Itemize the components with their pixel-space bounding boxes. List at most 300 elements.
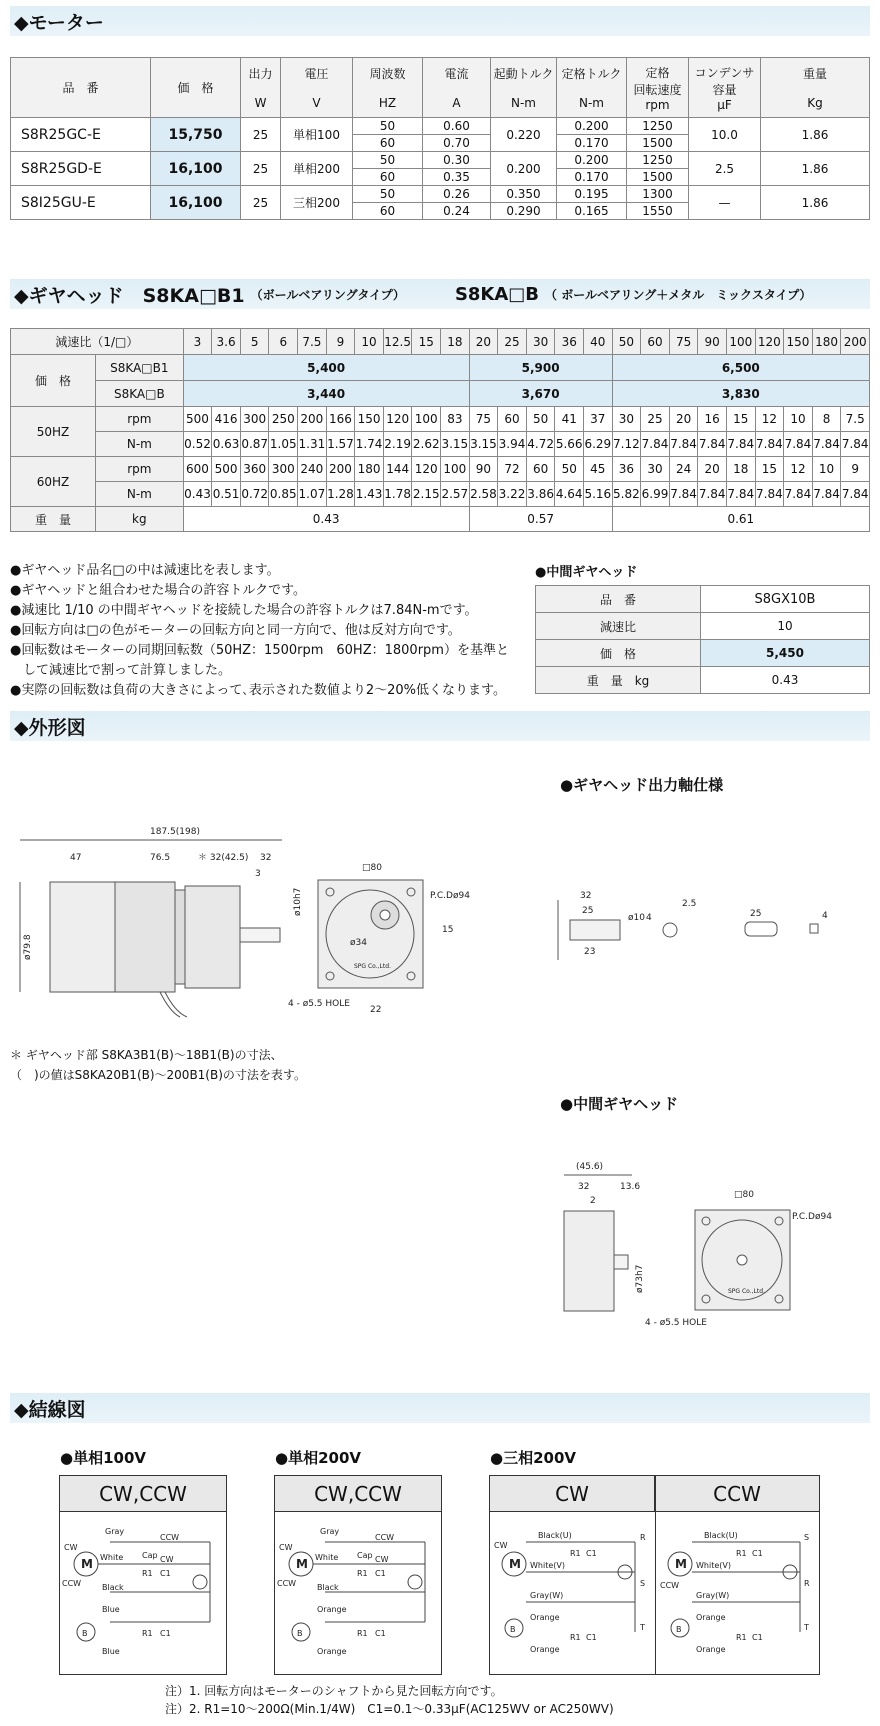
gear-front-square (318, 880, 423, 988)
gear-cell: 40 (584, 329, 613, 355)
wiring-notes (165, 1682, 614, 1718)
wire-orange: Orange (530, 1613, 560, 1622)
lead-wire (165, 992, 187, 1017)
cw-label: CW (160, 1555, 174, 1564)
gear-cell: 7.5 (841, 407, 870, 432)
gear-cell: 3.6 (212, 329, 241, 355)
terminal-r: R (804, 1579, 810, 1588)
dim-hole: 4 - ø5.5 HOLE (288, 999, 350, 1009)
motor-speed: 1550 (627, 203, 689, 220)
brand-mark: SPG Co.,Ltd. (728, 1288, 765, 1295)
gearhead-notes (10, 561, 509, 701)
motor-voltage: 三相200 (281, 186, 353, 220)
gear-cell: 3.86 (526, 482, 555, 507)
ratio-row (11, 329, 870, 355)
motor-freq: 60 (353, 203, 423, 220)
gear-cell: 6.29 (584, 432, 613, 457)
dim-s10: ø10 (628, 913, 645, 923)
wire-white: White (100, 1553, 124, 1562)
gear-cell: 7.84 (784, 482, 813, 507)
motor-current: 0.26 (423, 186, 491, 203)
gear-cell: 30 (641, 457, 670, 482)
brand-mark: SPG Co.,Ltd. (354, 963, 391, 970)
gear-cell: 4.72 (526, 432, 555, 457)
r1-label: R1 (570, 1549, 581, 1558)
motor-rated-torque: 0.195 (557, 186, 627, 203)
gear-cell: 30 (612, 407, 641, 432)
motor-price: 16,100 (151, 152, 241, 186)
motor-label: M (675, 1557, 687, 1571)
nm-label: N-m (96, 432, 184, 457)
gear-cell: 1.07 (298, 482, 327, 507)
gear-cell: 3.15 (441, 432, 470, 457)
header-part: 品 番 (11, 58, 151, 118)
wire-orange: Orange (530, 1645, 560, 1654)
gear-cell: 10 (812, 457, 841, 482)
ccw-label: CCW (660, 1581, 680, 1590)
motor-freq: 60 (353, 135, 423, 152)
mid-part: S8GX10B (701, 586, 870, 613)
ccw-label: CCW (160, 1533, 180, 1542)
gear-cell: 50 (526, 407, 555, 432)
gear-cell: 500 (183, 407, 212, 432)
cw-label: CW (279, 1543, 293, 1552)
wiring-200v-title: ●単相200V (275, 1449, 362, 1467)
mid-gear-table (535, 585, 870, 694)
dim-76-5: 76.5 (150, 853, 171, 863)
motor-weight: 1.86 (761, 186, 870, 220)
terminal-s: S (804, 1533, 810, 1542)
gear-cell: 9 (841, 457, 870, 482)
dim-dia79-8: ø79.8 (23, 934, 33, 960)
mid-gear-drawing (530, 1155, 870, 1330)
gear-weight: 0.57 (469, 507, 612, 532)
wiring-diagram-100v (60, 1512, 226, 1672)
gear-cell: 45 (584, 457, 613, 482)
wire-white-v: White(V) (530, 1561, 565, 1570)
gear-cell: 144 (383, 457, 412, 482)
dim-m32: 32 (578, 1182, 590, 1192)
dim-32: 32 (260, 853, 272, 863)
motor-price: 15,750 (151, 118, 241, 152)
terminal-s: S (640, 1579, 646, 1588)
gear-cell: 120 (412, 457, 441, 482)
gear-cell: 41 (555, 407, 584, 432)
dim-m2: 2 (590, 1196, 596, 1206)
motor-header-row (11, 58, 870, 118)
dim-22: 22 (370, 1005, 382, 1015)
gear-cell: 7.84 (841, 432, 870, 457)
ccw-label: CCW (62, 1579, 82, 1588)
gear-cell: 7.12 (612, 432, 641, 457)
dim-overall: 187.5(198) (150, 827, 200, 837)
motor-part: S8I25GU-E (11, 186, 151, 220)
gear-cell: 75 (469, 407, 498, 432)
gear-cell: 7.84 (784, 432, 813, 457)
r1-label: R1 (142, 1569, 153, 1578)
gear-cell: 60 (526, 457, 555, 482)
dim-pcd: P.C.Dø94 (430, 891, 470, 901)
gear-cell: 0.43 (183, 482, 212, 507)
motor-freq: 60 (353, 169, 423, 186)
motor-start-torque: 0.200 (491, 152, 557, 186)
header-rated-torque: 定格トルク N-m (557, 58, 627, 118)
gear-cell: 72 (498, 457, 527, 482)
gear-cell: 5 (240, 329, 269, 355)
gear-cell: 90 (698, 329, 727, 355)
rpm-60hz-row (11, 457, 870, 482)
motor-current: 0.70 (423, 135, 491, 152)
shaft-spec-title: ●ギヤヘッド出力軸仕様 (560, 776, 724, 794)
gear-cell: 7.84 (841, 482, 870, 507)
gear-cell: 18 (726, 457, 755, 482)
mid-gear-side (564, 1211, 614, 1311)
motor-voltage: 単相200 (281, 152, 353, 186)
motor-freq: 50 (353, 152, 423, 169)
gear-weight: 0.43 (183, 507, 469, 532)
gear-cell: 10 (355, 329, 384, 355)
nm-50hz-row (11, 432, 870, 457)
gear-cell: 2.62 (412, 432, 441, 457)
dim-mpcd: P.C.Dø94 (792, 1212, 832, 1222)
model-b1-label: S8KA□B1 (96, 355, 184, 381)
gear-cell: 1.43 (355, 482, 384, 507)
price-b: 3,670 (469, 381, 612, 407)
cw-label: CW (64, 1543, 78, 1552)
gear-cell: 50 (555, 457, 584, 482)
gear-cell: 7.84 (669, 482, 698, 507)
gear-cell: 36 (612, 457, 641, 482)
motor-current: 0.30 (423, 152, 491, 169)
gear-cell: 2.15 (412, 482, 441, 507)
gear-cell: 7.84 (698, 482, 727, 507)
wire-black-u: Black(U) (538, 1531, 572, 1540)
mid-gear-shaft (614, 1255, 628, 1269)
gear-cell: 20 (698, 457, 727, 482)
r1-label: R1 (736, 1549, 747, 1558)
dim-13-6: 13.6 (620, 1182, 641, 1192)
brake-label: B (82, 1629, 88, 1638)
gear-cell: 2.58 (469, 482, 498, 507)
c1-label: C1 (586, 1549, 597, 1558)
dim-15: 15 (442, 925, 454, 935)
output-shaft (240, 928, 280, 942)
motor-condenser: — (689, 186, 761, 220)
gear-cell: 3.94 (498, 432, 527, 457)
dim-73h7: ø73h7 (635, 1264, 645, 1293)
header-speed: 定格 回転速度 rpm (627, 58, 689, 118)
mid-gear-drawing-title: ●中間ギヤヘッド (560, 1095, 679, 1113)
mid-part-label: 品 番 (536, 586, 701, 613)
mid-ratio: 10 (701, 613, 870, 640)
outline-footnote (10, 1045, 306, 1085)
shaft-hole (380, 910, 390, 920)
lead-wire (160, 992, 180, 1017)
price-b1: 6,500 (612, 355, 869, 381)
gear-cell: 166 (326, 407, 355, 432)
motor-freq: 50 (353, 186, 423, 203)
motor-speed: 1250 (627, 118, 689, 135)
motor-output: 25 (241, 118, 281, 152)
motor-part: S8R25GC-E (11, 118, 151, 152)
note-line: ●回転数はモーターの同期回転数（50HZ：1500rpm 60HZ：1800rpm）を基準と (10, 643, 509, 658)
gear-cell: 15 (726, 407, 755, 432)
brake-label: B (297, 1629, 303, 1638)
motor-rated-torque: 0.170 (557, 169, 627, 186)
gear-cell: 90 (469, 457, 498, 482)
mid-shaft-hole (737, 1255, 747, 1265)
wire-blue: Blue (102, 1605, 120, 1614)
gear-cell: 50 (612, 329, 641, 355)
footnote-line: （ )の値はS8KA20B1(B)～200B1(B)の寸法を表す。 (10, 1068, 306, 1082)
motor-row (11, 186, 870, 203)
header-output: 出力 W (241, 58, 281, 118)
gear-cell: 7.84 (755, 482, 784, 507)
weight-label: 重 量 (11, 507, 96, 532)
nm-60hz-row (11, 482, 870, 507)
wire-gray-w: Gray(W) (530, 1591, 564, 1600)
r1-label: R1 (142, 1629, 153, 1638)
header-price: 価 格 (151, 58, 241, 118)
wiring-box-header-cw: CW (490, 1476, 655, 1512)
dim-mhole: 4 - ø5.5 HOLE (645, 1318, 707, 1328)
motor-rated-torque: 0.170 (557, 135, 627, 152)
gear-cell: 2.19 (383, 432, 412, 457)
gear-cell: 100 (726, 329, 755, 355)
price-b: 3,830 (612, 381, 869, 407)
gear-cell: 10 (784, 407, 813, 432)
gear-cell: 7.84 (812, 482, 841, 507)
gear-cell: 150 (355, 407, 384, 432)
outline-drawing (10, 820, 870, 1050)
gear-cell: 16 (698, 407, 727, 432)
gear-cell: 6.99 (641, 482, 670, 507)
header-current: 電流 A (423, 58, 491, 118)
gear-cell: 7.84 (698, 432, 727, 457)
price-b: 3,440 (183, 381, 469, 407)
gear-cell: 100 (441, 457, 470, 482)
motor-weight: 1.86 (761, 152, 870, 186)
motor-flange (175, 890, 185, 984)
wiring-3ph-title: ●三相200V (490, 1449, 577, 1467)
c1-label: C1 (752, 1633, 763, 1642)
gear-cell: 100 (412, 407, 441, 432)
motor-rated-torque: 0.200 (557, 118, 627, 135)
motor-output: 25 (241, 152, 281, 186)
wiring-box-100v (59, 1475, 227, 1675)
mid-ratio-label: 減速比 (536, 613, 701, 640)
wiring-note-line: 注）2. R1=10～200Ω(Min.1/4W) C1=0.1～0.33μF(AC125WV or AC250WV) (165, 1702, 614, 1716)
rpm-label: rpm (96, 407, 184, 432)
nm-label: N-m (96, 482, 184, 507)
wiring-box-header-ccw: CCW (655, 1476, 819, 1512)
gear-cell: 37 (584, 407, 613, 432)
header-weight: 重量 Kg (761, 58, 870, 118)
motor-rated-torque: 0.200 (557, 152, 627, 169)
motor-current: 0.24 (423, 203, 491, 220)
motor-price: 16,100 (151, 186, 241, 220)
motor-start-torque: 0.350 (491, 186, 557, 203)
gear-cell: 1.57 (326, 432, 355, 457)
header-freq: 周波数 HZ (353, 58, 423, 118)
wire-blue: Blue (102, 1647, 120, 1656)
gear-cell: 6 (269, 329, 298, 355)
gear-cell: 20 (469, 329, 498, 355)
gear-cell: 75 (669, 329, 698, 355)
gear-cell: 7.84 (726, 432, 755, 457)
dim-47: 47 (70, 853, 82, 863)
wiring-diagram-200v (275, 1512, 441, 1672)
gear-cell: 1.05 (269, 432, 298, 457)
gear-cell: 200 (326, 457, 355, 482)
gearhead-spec-table (10, 328, 870, 532)
header-voltage: 電圧 V (281, 58, 353, 118)
motor-current: 0.35 (423, 169, 491, 186)
wire-gray-w: Gray(W) (696, 1591, 730, 1600)
cw-label: CW (375, 1555, 389, 1564)
motor-row (11, 152, 870, 169)
wiring-box-3ph (489, 1475, 820, 1675)
c1-label: C1 (586, 1633, 597, 1642)
gear-cell: 1.31 (298, 432, 327, 457)
kg-label: kg (96, 507, 184, 532)
gear-cell: 0.85 (269, 482, 298, 507)
note-line: して減速比で割って計算しました。 (10, 663, 232, 678)
gear-cell: 0.72 (240, 482, 269, 507)
gear-cell: 12 (784, 457, 813, 482)
capacitor-label: Cap (357, 1551, 373, 1560)
ratio-label: 減速比（1/□） (11, 329, 184, 355)
gear-cell: 7.5 (298, 329, 327, 355)
gear-cell: 0.51 (212, 482, 241, 507)
dim-34: ø34 (350, 938, 367, 948)
gear-cell: 83 (441, 407, 470, 432)
dim-sq80: □80 (362, 863, 382, 873)
motor-section-title: ◆モーター (10, 6, 870, 36)
dim-key-4: 4 (822, 911, 828, 921)
motor-rated-torque: 0.165 (557, 203, 627, 220)
wire-white: White (315, 1553, 339, 1562)
motor-label: M (509, 1557, 521, 1571)
gear-cell: 1.28 (326, 482, 355, 507)
dim-45-6: (45.6) (576, 1162, 604, 1172)
wire-orange: Orange (696, 1645, 726, 1654)
gear-cell: 500 (212, 457, 241, 482)
gear-cell: 1.74 (355, 432, 384, 457)
motor-label: M (81, 1557, 93, 1571)
gear-cell: 250 (269, 407, 298, 432)
wire-orange: Orange (317, 1647, 347, 1656)
mid-weight-label: 重 量 kg (536, 667, 701, 694)
mid-price-label: 価 格 (536, 640, 701, 667)
key-end (810, 924, 818, 933)
weight-row (11, 507, 870, 532)
gear-cell: 7.84 (755, 432, 784, 457)
c1-label: C1 (375, 1629, 386, 1638)
terminal-r: R (640, 1533, 646, 1542)
price-b1: 5,900 (469, 355, 612, 381)
price-b1: 5,400 (183, 355, 469, 381)
price-b-row (11, 381, 870, 407)
brake-label: B (510, 1625, 516, 1634)
gear-cell: 3 (183, 329, 212, 355)
dim-s25: 25 (582, 906, 594, 916)
gear-cell: 20 (669, 407, 698, 432)
wiring-100v-title: ●単相100V (60, 1449, 147, 1467)
wire-black-u: Black(U) (704, 1531, 738, 1540)
hz50-label: 50HZ (11, 407, 96, 457)
gear-cell: 5.82 (612, 482, 641, 507)
wiring-box-200v (274, 1475, 442, 1675)
dim-m80: □80 (734, 1190, 754, 1200)
motor-speed: 1300 (627, 186, 689, 203)
wire-gray: Gray (105, 1527, 125, 1536)
motor-current: 0.60 (423, 118, 491, 135)
mid-gear-table-title: ●中間ギヤヘッド (535, 565, 638, 580)
gear-cell: 25 (498, 329, 527, 355)
gear-cell: 4.64 (555, 482, 584, 507)
gear-cell: 300 (269, 457, 298, 482)
motor-body-rear (115, 882, 175, 992)
mid-weight: 0.43 (701, 667, 870, 694)
gear-cell: 180 (812, 329, 841, 355)
dim-s32: 32 (580, 891, 592, 901)
gear-cell: 12.5 (383, 329, 412, 355)
model-b-label: S8KA□B (96, 381, 184, 407)
header-start-torque: 起動トルク N-m (491, 58, 557, 118)
gear-cell: 0.87 (240, 432, 269, 457)
mid-price: 5,450 (701, 640, 870, 667)
ccw-label: CCW (375, 1533, 395, 1542)
motor-output: 25 (241, 186, 281, 220)
gear-cell: 60 (498, 407, 527, 432)
gear-cell: 360 (240, 457, 269, 482)
motor-condenser: 10.0 (689, 118, 761, 152)
motor-spec-table (10, 57, 870, 220)
motor-speed: 1500 (627, 169, 689, 186)
gear-cell: 9 (326, 329, 355, 355)
gear-weight: 0.61 (612, 507, 869, 532)
r1-label: R1 (357, 1569, 368, 1578)
r1-label: R1 (736, 1633, 747, 1642)
terminal-t: T (804, 1623, 809, 1632)
motor-start-torque: 0.220 (491, 118, 557, 152)
gear-cell: 7.84 (812, 432, 841, 457)
cw-label: CW (494, 1541, 508, 1550)
gear-cell: 1.78 (383, 482, 412, 507)
wiring-box-header: CW,CCW (275, 1476, 441, 1512)
wire-black: Black (102, 1583, 124, 1592)
shaft-spec-end (663, 923, 677, 937)
gear-cell: 120 (755, 329, 784, 355)
motor-condenser: 2.5 (689, 152, 761, 186)
gear-cell: 200 (841, 329, 870, 355)
gear-cell: 3.15 (469, 432, 498, 457)
gearhead-body (185, 886, 240, 988)
gear-cell: 416 (212, 407, 241, 432)
gear-cell: 240 (298, 457, 327, 482)
motor-speed: 1500 (627, 135, 689, 152)
c1-label: C1 (375, 1569, 386, 1578)
rpm-50hz-row (11, 407, 870, 432)
capacitor-label: Cap (142, 1551, 158, 1560)
motor-weight: 1.86 (761, 118, 870, 152)
gear-cell: 150 (784, 329, 813, 355)
motor-freq: 50 (353, 118, 423, 135)
key-side (745, 922, 777, 936)
ac-source-symbol (193, 1575, 207, 1589)
gear-cell: 25 (641, 407, 670, 432)
